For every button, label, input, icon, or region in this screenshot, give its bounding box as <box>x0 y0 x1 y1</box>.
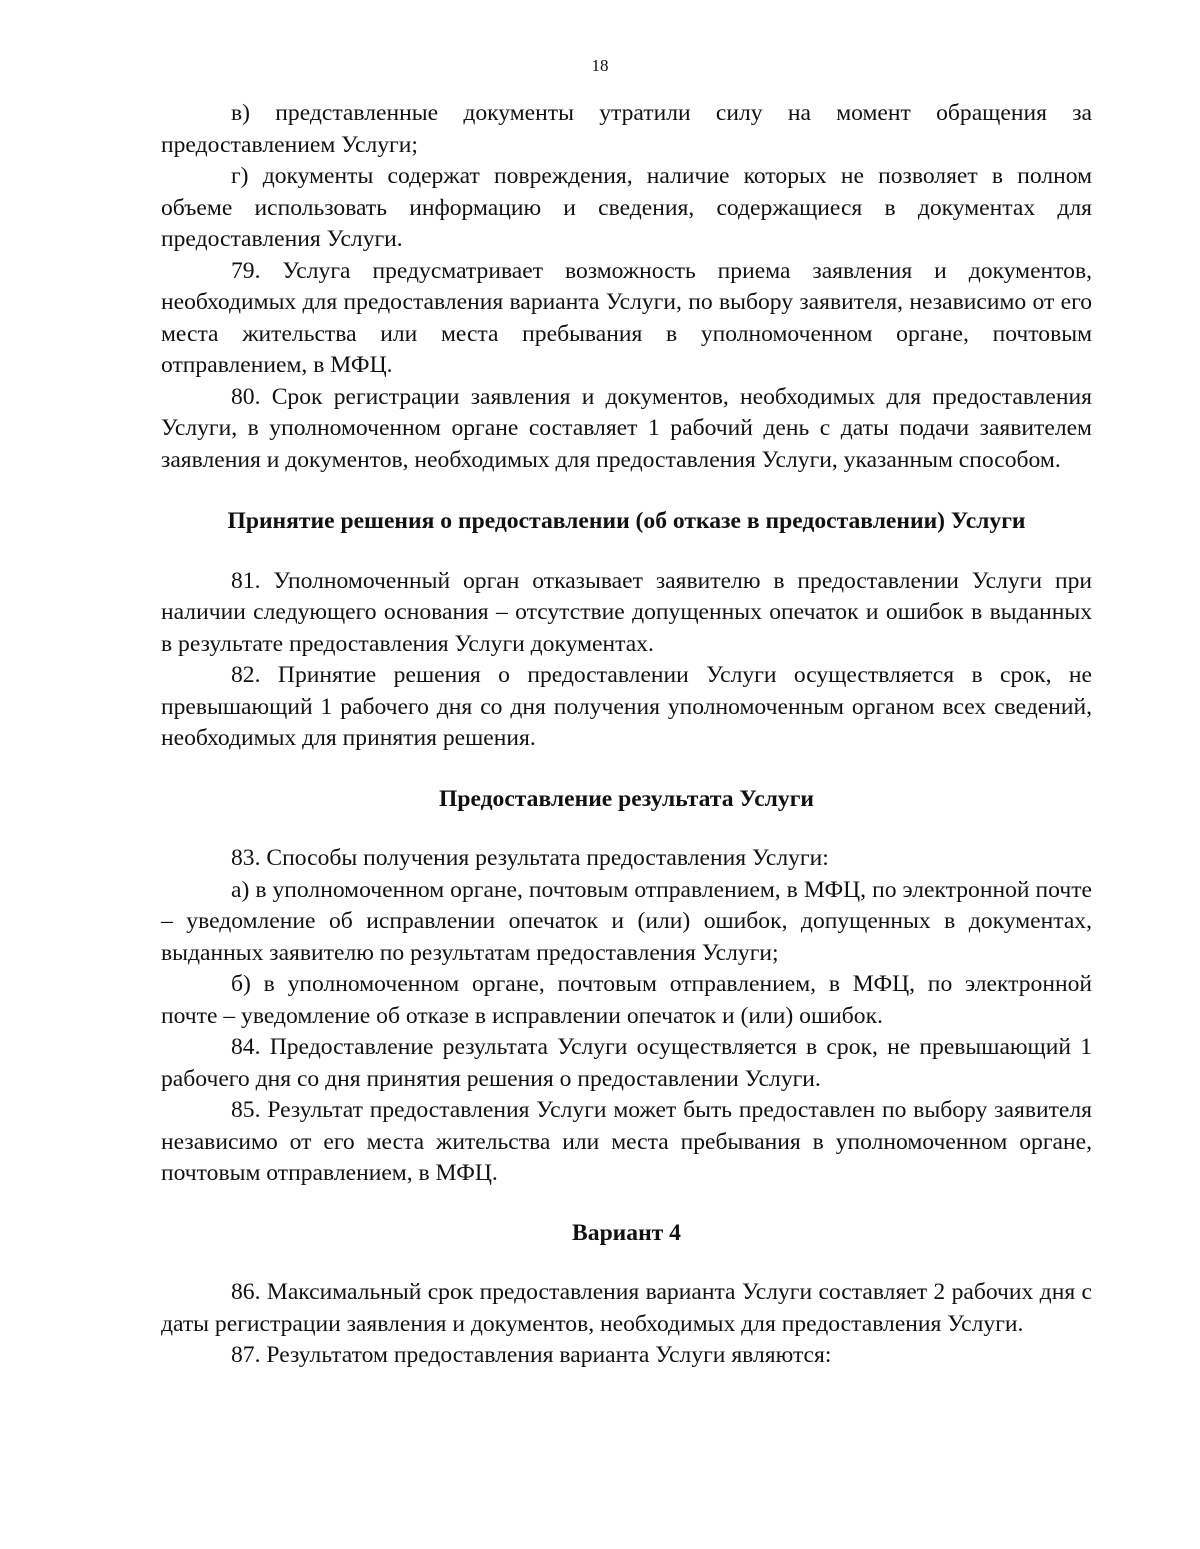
paragraph-83-a: а) в уполномоченном органе, почтовым отправлением, в МФЦ, по электронной почте – уведомление об исправлении опечаток и (или) ошибок, допущенных в документах, выданных заявителю по результатам предоставления Услуги; <box>161 876 1092 966</box>
paragraph-81: 81. Уполномоченный орган отказывает заявителю в предоставлении Услуги при наличии следующего основания – отсутствие допущенных опечаток и ошибок в выданных в результате предоставления Услуги документах. <box>161 567 1092 657</box>
paragraph-v: в) представленные документы утратили силу на момент обращения за предоставлением Услуги; <box>161 100 1092 158</box>
page-number: 18 <box>591 56 609 75</box>
section-heading-variant-4: Вариант 4 <box>572 1219 681 1246</box>
paragraph-83: 83. Способы получения результата предоставления Услуги: <box>231 845 829 871</box>
paragraph-g: г) документы содержат повреждения, наличие которых не позволяет в полном объеме использовать информацию и сведения, содержащиеся в документах для предоставления Услуги. <box>161 163 1092 252</box>
paragraph-85: 85. Результат предоставления Услуги может быть предоставлен по выбору заявителя независимо от его места жительства или места пребывания в уполномоченном органе, почтовым отправлением, в МФЦ. <box>161 1097 1092 1186</box>
section-heading-decision: Принятие решения о предоставлении (об отказе в предоставлении) Услуги <box>227 508 1026 534</box>
section-heading-result: Предоставление результата Услуги <box>438 785 815 812</box>
paragraph-87: 87. Результатом предоставления варианта Услуги являются: <box>231 1342 832 1368</box>
paragraph-86: 86. Максимальный срок предоставления варианта Услуги составляет 2 рабочих дня с даты регистрации заявления и документов, необходимых для предоставления Услуги. <box>161 1279 1092 1337</box>
paragraph-79: 79. Услуга предусматривает возможность приема заявления и документов, необходимых для предоставления варианта Услуги, по выбору заявителя, независимо от его места жительства или места пребывания в уполномоченном органе, почтовым отправлением, в МФЦ. <box>161 257 1092 378</box>
paragraph-80: 80. Срок регистрации заявления и документов, необходимых для предоставления Услуги, в уполномоченном органе составляет 1 рабочий день с даты подачи заявителем заявления и документов, необходимых для предоставления Услуги, указанным способом. <box>161 383 1092 473</box>
paragraph-82: 82. Принятие решения о предоставлении Услуги осуществляется в срок, не превышающий 1 рабочего дня со дня получения уполномоченным органом всех сведений, необходимых для принятия решения. <box>161 662 1092 751</box>
document-body <box>161 98 1092 1372</box>
paragraph-84: 84. Предоставление результата Услуги осуществляется в срок, не превышающий 1 рабочего дня со дня принятия решения о предоставлении Услуги. <box>161 1034 1092 1092</box>
paragraph-83-b: б) в уполномоченном органе, почтовым отправлением, в МФЦ, по электронной почте – уведомление об отказе в исправлении опечаток и (или) ошибок. <box>161 971 1092 1029</box>
